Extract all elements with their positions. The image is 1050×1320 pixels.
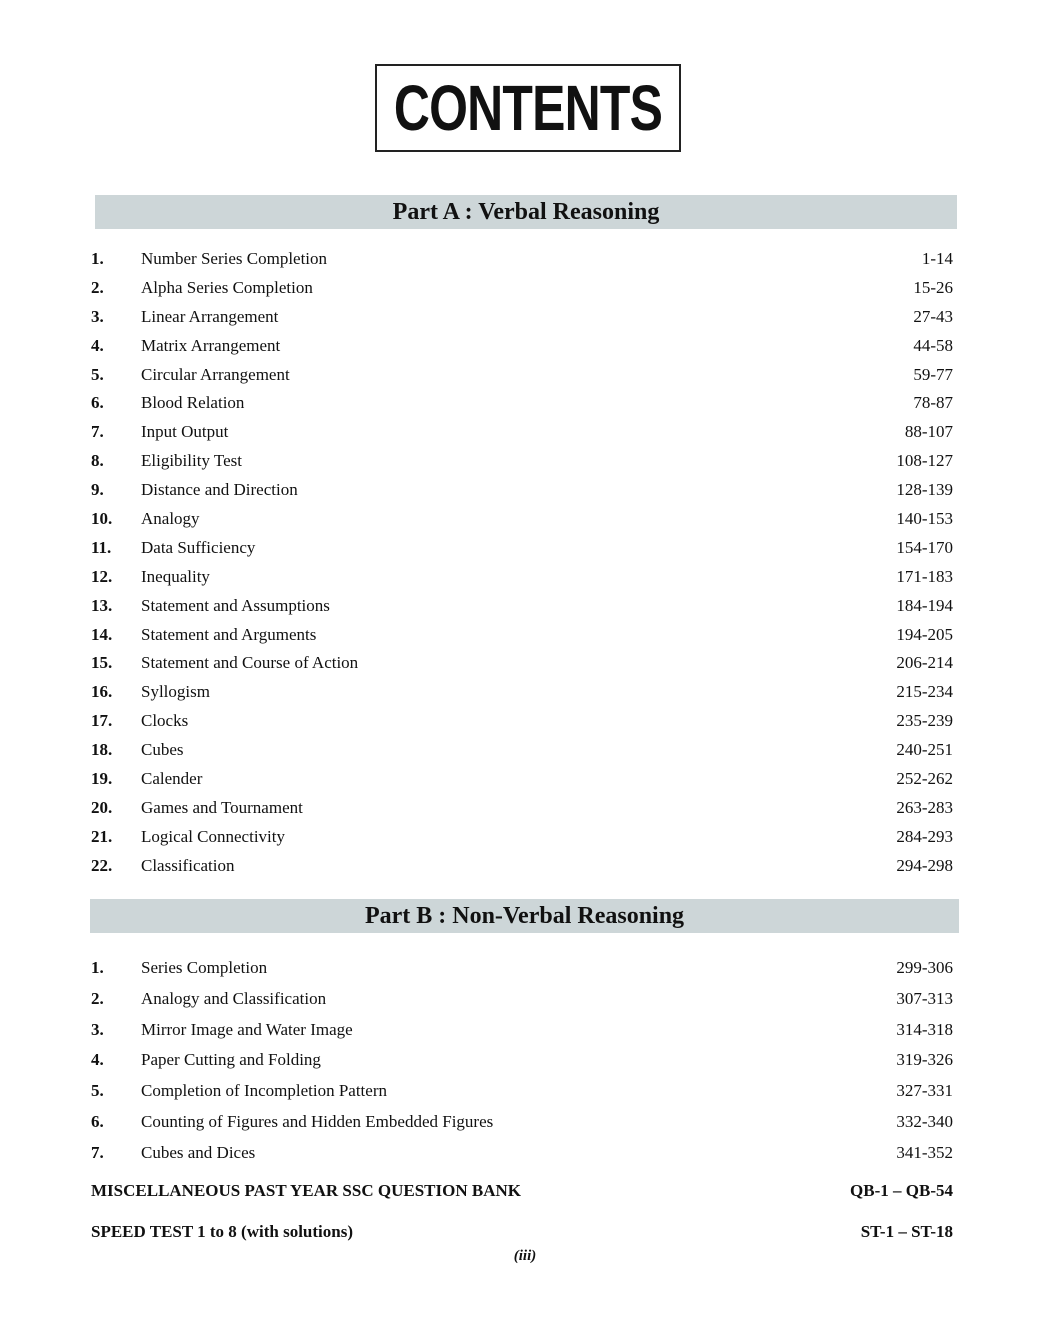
toc-row [91,796,953,825]
toc-number: 2. [91,277,104,297]
toc-title: Distance and Direction [141,480,298,500]
toc-title: Completion of Incompletion Pattern [141,1081,387,1101]
toc-row [91,594,953,623]
toc-number: 6. [91,393,104,413]
toc-row [91,767,953,796]
page-number: (iii) [513,1248,537,1264]
toc-title: Eligibility Test [141,451,242,471]
toc-number: 4. [91,1050,104,1070]
toc-pages: 44-58 [913,335,953,355]
toc-number: 3. [91,306,104,326]
speed-test-title: SPEED TEST 1 to 8 (with solutions) [91,1222,353,1241]
toc-number: 7. [91,422,104,442]
toc-number: 12. [91,566,113,586]
toc-row [91,623,953,652]
toc-title: Number Series Completion [141,249,328,268]
toc-number: 10. [91,509,113,529]
toc-pages: 319-326 [896,1050,953,1070]
toc-number: 21. [91,826,113,846]
toc-pages: 294-298 [896,855,953,875]
toc-number: 17. [91,711,113,731]
toc-row [91,651,953,680]
toc-number: 14. [91,624,113,644]
toc-row [91,680,953,709]
toc-title: Alpha Series Completion [141,277,313,297]
toc-pages: 314-318 [896,1019,953,1039]
toc-row [91,334,953,363]
toc-row [91,420,953,449]
toc-title: Calender [141,769,203,789]
toc-row [91,854,953,883]
toc-pages: 332-340 [896,1111,953,1131]
toc-row [91,391,953,420]
toc-pages: 128-139 [896,480,953,500]
toc-row [91,825,953,854]
toc-row [91,363,953,392]
toc-pages: 235-239 [896,711,953,731]
toc-title: Paper Cutting and Folding [141,1050,321,1070]
toc-row [91,507,953,536]
toc-pages: 78-87 [913,393,953,413]
toc-pages: 27-43 [913,306,953,326]
page-title: CONTENTS [393,72,663,144]
toc-row [91,276,953,305]
toc-number: 5. [91,1081,104,1101]
toc-number: 15. [91,653,113,673]
toc-title: Mirror Image and Water Image [141,1019,353,1039]
toc-number: 20. [91,797,113,817]
toc-row [91,956,953,987]
toc-row [91,709,953,738]
toc-title: Blood Relation [141,393,245,413]
toc-title: Inequality [141,566,210,586]
toc-row [91,449,953,478]
speed-test-pages: ST-1 – ST-18 [860,1222,953,1241]
toc-title: Linear Arrangement [141,306,279,326]
toc-row [91,247,953,276]
toc-title: Statement and Course of Action [141,653,359,673]
toc-pages: 341-352 [896,1142,953,1162]
part-b-list [91,956,953,1172]
toc-title: Counting of Figures and Hidden Embedded Figures [141,1111,494,1131]
toc-number: 16. [91,682,113,702]
toc-number: 4. [91,335,104,355]
toc-row [91,565,953,594]
toc-number: 3. [91,1019,104,1039]
toc-pages: 88-107 [904,422,953,442]
toc-pages: 15-26 [913,277,953,297]
toc-pages: 263-283 [896,797,953,817]
toc-title: Logical Connectivity [141,826,285,846]
toc-title: Statement and Arguments [141,624,317,644]
toc-row [91,1141,953,1172]
toc-title: Cubes and Dices [141,1142,256,1162]
toc-row [91,1018,953,1049]
toc-row [91,987,953,1018]
toc-row [91,305,953,334]
toc-number: 7. [91,1142,104,1162]
toc-pages: 1-14 [921,249,953,268]
toc-title: Data Sufficiency [141,537,256,557]
toc-title: Analogy and Classification [141,988,327,1008]
toc-pages: 184-194 [896,595,953,615]
toc-pages: 307-313 [896,988,953,1008]
misc-pages: QB-1 – QB-54 [850,1181,953,1200]
toc-row [91,478,953,507]
toc-number: 22. [91,855,113,875]
toc-pages: 59-77 [913,364,953,384]
toc-title: Statement and Assumptions [141,595,330,615]
toc-number: 6. [91,1111,104,1131]
toc-row [91,738,953,767]
part-a-list [91,247,953,883]
toc-title: Clocks [141,711,189,731]
toc-number: 19. [91,769,113,789]
toc-pages: 171-183 [896,566,953,586]
toc-pages: 140-153 [896,509,953,529]
toc-pages: 108-127 [896,451,953,471]
toc-number: 8. [91,451,104,471]
toc-title: Syllogism [141,682,210,702]
toc-pages: 327-331 [896,1081,953,1101]
toc-pages: 206-214 [896,653,953,673]
toc-number: 13. [91,595,113,615]
toc-title: Analogy [141,509,200,529]
toc-pages: 194-205 [896,624,953,644]
toc-title: Series Completion [141,958,268,977]
speed-test-row [91,1222,953,1242]
toc-number: 5. [91,364,104,384]
toc-row [91,1079,953,1110]
toc-pages: 252-262 [896,769,953,789]
toc-row [91,1110,953,1141]
toc-pages: 299-306 [896,958,953,977]
toc-title: Circular Arrangement [141,364,290,384]
toc-row [91,1048,953,1079]
misc-question-bank-row [91,1181,953,1201]
part-a-heading: Part A : Verbal Reasoning [95,195,957,229]
toc-title: Matrix Arrangement [141,335,281,355]
toc-title: Input Output [141,422,229,442]
toc-number: 9. [91,480,104,500]
toc-title: Classification [141,855,235,875]
toc-number: 11. [91,537,112,557]
toc-row [91,536,953,565]
toc-title: Games and Tournament [141,797,303,817]
toc-pages: 240-251 [896,740,953,760]
contents-title-box [375,64,681,152]
toc-pages: 215-234 [896,682,953,702]
toc-title: Cubes [141,740,184,760]
part-b-heading: Part B : Non-Verbal Reasoning [90,899,959,933]
toc-pages: 154-170 [896,537,953,557]
toc-number: 1. [91,958,104,977]
toc-pages: 284-293 [896,826,953,846]
toc-number: 2. [91,988,104,1008]
toc-number: 18. [91,740,113,760]
toc-number: 1. [91,249,104,268]
misc-title: MISCELLANEOUS PAST YEAR SSC QUESTION BANK [91,1181,521,1200]
